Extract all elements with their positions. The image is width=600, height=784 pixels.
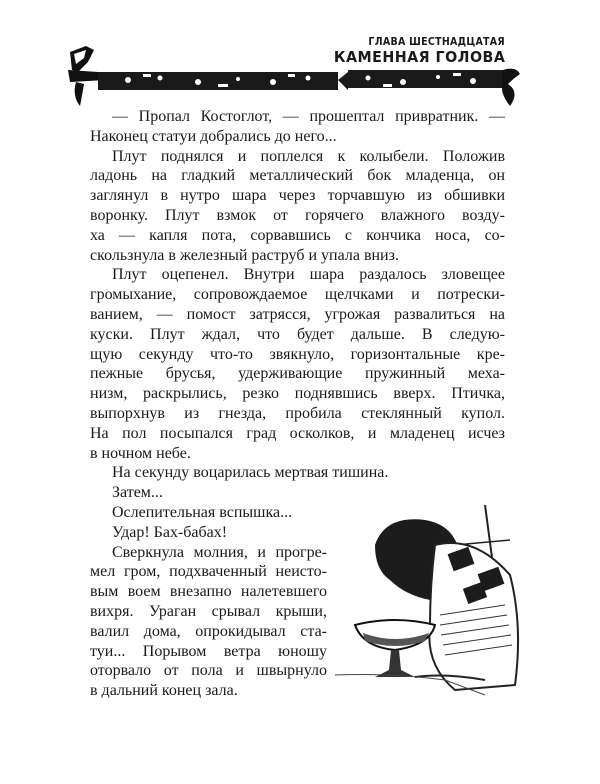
text-line: пежные брусья, удерживающие пружинный меха- <box>90 365 505 383</box>
text-line: Плут поднялся и поплелся к колыбели. Положив <box>112 147 505 165</box>
text-line: — Пропал Костоглот, — прошептал привратник. — <box>112 108 505 125</box>
text-line: Наконец статуи добрались до него... <box>90 127 337 145</box>
text-line: туи... Порывом ветра юношу <box>90 642 327 660</box>
text-line: оторвало от пола и швырнуло <box>90 662 327 680</box>
text-line: ха — капля пота, сорвавшись с кончика носа, со- <box>90 226 505 244</box>
text-line: вым воем внезапно налетевшего <box>90 583 327 601</box>
text-line: ладонь на гладкий металлический бок младенца, он <box>90 167 505 185</box>
text-line: громыхание, сопровождаемое щелчками и потрески- <box>90 286 505 304</box>
text-line: Затем... <box>112 484 163 502</box>
chapter-title: КАМЕННАЯ ГОЛОВА <box>333 48 505 66</box>
text-line: Ослепительная вспышка... <box>112 504 293 521</box>
text-line: Плут оцепенел. Внутри шара раздалось зловещее <box>112 266 505 284</box>
text-line: воронку. Плут взмок от горячего влажного возду- <box>90 207 505 224</box>
text-line: На пол посыпался град осколков, и младенец исчез <box>90 424 505 442</box>
text-line: куски. Плут ждал, что будет дальше. В следую- <box>90 325 505 343</box>
text-line: На секунду воцарилась мертвая тишина. <box>112 464 389 482</box>
text-line: Удар! Бах-бабах! <box>112 523 228 541</box>
text-line: в дальний конец зала. <box>90 682 238 700</box>
text-line: скользнула в железный раструб и упала вниз. <box>90 246 399 264</box>
illustration-youth-drinking-from-goblet <box>335 505 525 705</box>
text-line: Сверкнула молния, и прогре- <box>112 543 327 561</box>
text-line: щую секунду что-то звякнуло, горизонтальные кре- <box>90 345 505 363</box>
text-line: ванием, — помост затрясся, угрожая развалиться на <box>90 306 505 323</box>
text-line: выпорхнув из гнезда, пробила стеклянный купол. <box>90 405 505 422</box>
text-line: мел гром, подхваченный неисто- <box>90 563 327 581</box>
text-line: в ночном небе. <box>90 444 191 462</box>
ornament-border <box>58 44 528 109</box>
text-line: валил дома, опрокидывал ста- <box>90 622 327 640</box>
text-line: заглянул в нутро шара через торчавшую из обшивки <box>90 187 505 205</box>
text-line: низм, раскрылись, резко поднявшись вверх. Птичка, <box>90 385 505 403</box>
text-line: вихря. Ураган срывал крыши, <box>90 603 327 620</box>
chapter-number: ГЛАВА ШЕСТНАДЦАТАЯ <box>368 36 505 48</box>
